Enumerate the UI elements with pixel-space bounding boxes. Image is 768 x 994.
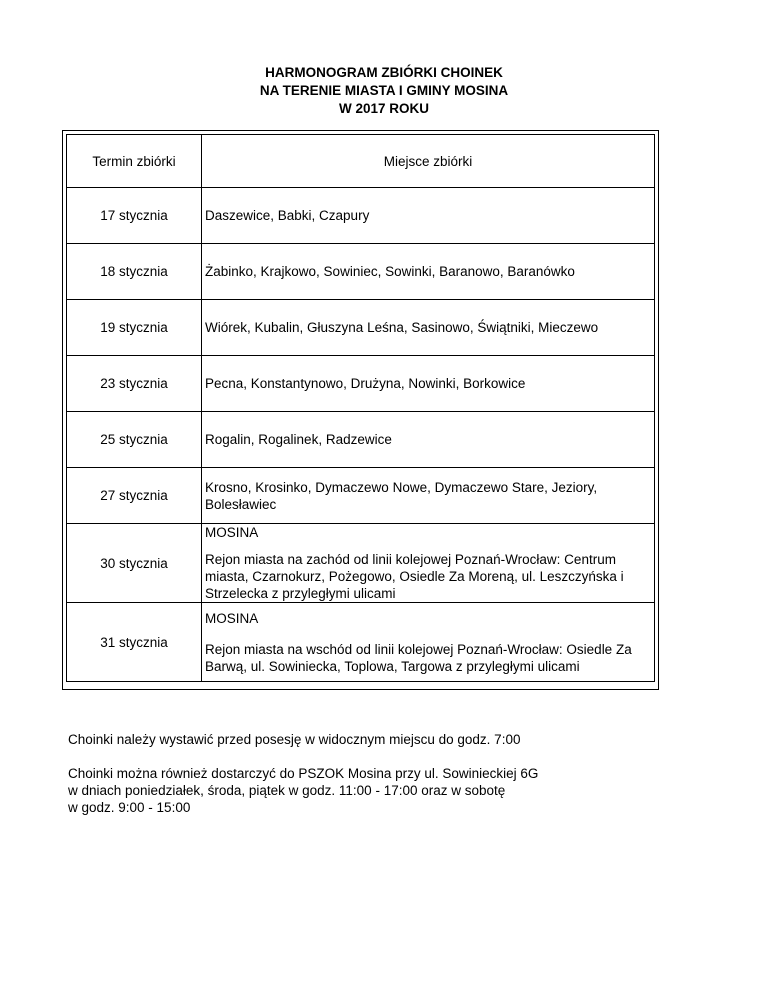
- table-row: [67, 356, 655, 412]
- note-pszok-line-1: Choinki można również dostarczyć do PSZOK Mosina przy ul. Sowinieckiej 6G: [68, 766, 539, 781]
- row-date: 31 stycznia: [67, 603, 202, 682]
- document-title: [0, 64, 768, 118]
- table-row: [67, 603, 655, 682]
- row-place: Żabinko, Krajkowo, Sowiniec, Sowinki, Baranowo, Baranówko: [202, 244, 655, 300]
- area-description: Rejon miasta na wschód od linii kolejowej Poznań-Wrocław: Osiedle Za Barwą, ul. Sowiniecka, Toplowa, Targowa z przyległymi ulicami: [205, 641, 632, 674]
- table-row: [67, 412, 655, 468]
- table-header-row: [67, 135, 655, 188]
- note-pszok-line-3: w godz. 9:00 - 15:00: [68, 800, 191, 815]
- row-place: [202, 603, 655, 682]
- title-line-1: HARMONOGRAM ZBIÓRKI CHOINEK: [265, 65, 503, 80]
- row-place: [202, 524, 655, 603]
- row-date: 30 stycznia: [67, 524, 202, 603]
- area-label: MOSINA: [205, 610, 259, 626]
- note-deadline: Choinki należy wystawić przed posesję w widocznym miejscu do godz. 7:00: [68, 732, 521, 747]
- note-pszok: [68, 765, 538, 816]
- row-place: Daszewice, Babki, Czapury: [202, 188, 655, 244]
- title-line-2: NA TERENIE MIASTA I GMINY MOSINA: [259, 83, 509, 98]
- row-date: 19 stycznia: [67, 300, 202, 356]
- schedule-table: [66, 134, 655, 682]
- table-row: [67, 468, 655, 524]
- area-label: MOSINA: [205, 525, 259, 540]
- row-date: 25 stycznia: [67, 412, 202, 468]
- row-date: 17 stycznia: [67, 188, 202, 244]
- note-pszok-line-2: w dniach poniedziałek, środa, piątek w godz. 11:00 - 17:00 oraz w sobotę: [68, 783, 506, 798]
- area-description: Rejon miasta na zachód od linii kolejowej Poznań-Wrocław: Centrum miasta, Czarnokurz, Pożegowo, Osiedle Za Moreną, ul. Leszczyńska i Strzelecka z przyległymi ulicami: [205, 552, 624, 601]
- row-place: Pecna, Konstantynowo, Drużyna, Nowinki, Borkowice: [202, 356, 655, 412]
- row-place: Rogalin, Rogalinek, Radzewice: [202, 412, 655, 468]
- table-row: [67, 244, 655, 300]
- row-date: 23 stycznia: [67, 356, 202, 412]
- row-date: 18 stycznia: [67, 244, 202, 300]
- table-row: [67, 300, 655, 356]
- title-line-3: W 2017 ROKU: [338, 101, 430, 116]
- row-place: Wiórek, Kubalin, Głuszyna Leśna, Sasinowo, Świątniki, Mieczewo: [202, 300, 655, 356]
- row-place: Krosno, Krosinko, Dymaczewo Nowe, Dymaczewo Stare, Jeziory, Bolesławiec: [202, 468, 655, 524]
- table-row: [67, 524, 655, 603]
- header-place: Miejsce zbiórki: [202, 135, 655, 188]
- header-date: Termin zbiórki: [67, 135, 202, 188]
- row-date: 27 stycznia: [67, 468, 202, 524]
- table-row: [67, 188, 655, 244]
- schedule-table-frame: [62, 130, 659, 690]
